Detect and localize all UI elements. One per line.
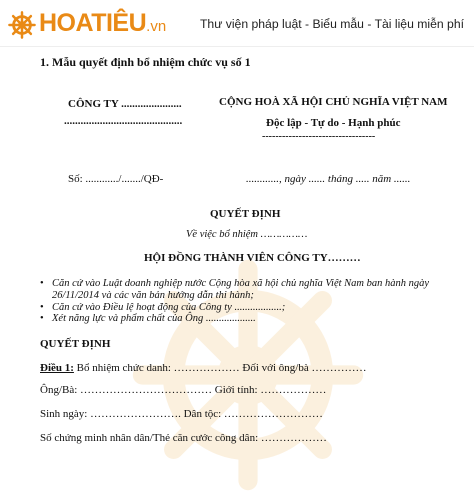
site-tagline: Thư viện pháp luật - Biểu mẫu - Tài liệu miễn phí	[199, 17, 464, 31]
legal-bases-list	[40, 278, 460, 325]
person-name-line: Ông/Bà: ……………………………… Giới tính: ………………	[40, 384, 327, 396]
site-header	[0, 0, 474, 48]
company-dots: ...........................................	[64, 115, 183, 127]
article-1-text: Bổ nhiệm chức danh: ……………… Đối với ông/bà ……………	[73, 362, 367, 374]
article-1-label: Điều 1:	[40, 362, 74, 374]
decide-heading: QUYẾT ĐỊNH	[40, 338, 111, 350]
document-number: Số: ............/......./QĐ-	[68, 173, 164, 185]
document-date: ............, ngày ...... tháng ..... năm ......	[246, 173, 411, 185]
logo-text: HOATIÊU.vn	[39, 9, 167, 37]
site-logo[interactable]	[8, 9, 166, 41]
ship-wheel-icon	[8, 11, 36, 39]
section-title: 1. Mẫu quyết định bổ nhiệm chức vụ số 1	[40, 55, 251, 69]
list-item: • Căn cứ vào Điều lệ hoạt động của Công ty ..................;	[40, 301, 286, 313]
birth-ethnicity-line: Sinh ngày: ……………………. Dân tộc: ………………………	[40, 408, 323, 420]
id-number-line: Số chứng minh nhân dân/Thẻ căn cước công dân: ………………	[40, 432, 327, 444]
decision-title: QUYẾT ĐỊNH	[210, 208, 281, 220]
motto-underline: ----------------------------------	[262, 131, 376, 142]
decision-subject: Về việc bổ nhiệm ……………	[186, 229, 308, 240]
article-1	[40, 362, 366, 374]
header-divider	[0, 46, 474, 47]
motto: Độc lập - Tự do - Hạnh phúc	[266, 117, 401, 129]
list-item: • Căn cứ vào Luật doanh nghiệp nước Cộng hòa xã hội chủ nghĩa Việt Nam ban hành ngày	[40, 278, 430, 289]
nation-heading: CỘNG HOÀ XÃ HỘI CHỦ NGHĨA VIỆT NAM	[219, 96, 448, 108]
company-name: CÔNG TY ......................	[68, 98, 182, 110]
list-item: 26/11/2014 và các văn bản hướng dẫn thi hành;	[52, 289, 254, 301]
council-heading: HỘI ĐỒNG THÀNH VIÊN CÔNG TY………	[144, 252, 361, 264]
list-item: • Xét năng lực và phẩm chất của Ông ...................	[40, 313, 256, 325]
